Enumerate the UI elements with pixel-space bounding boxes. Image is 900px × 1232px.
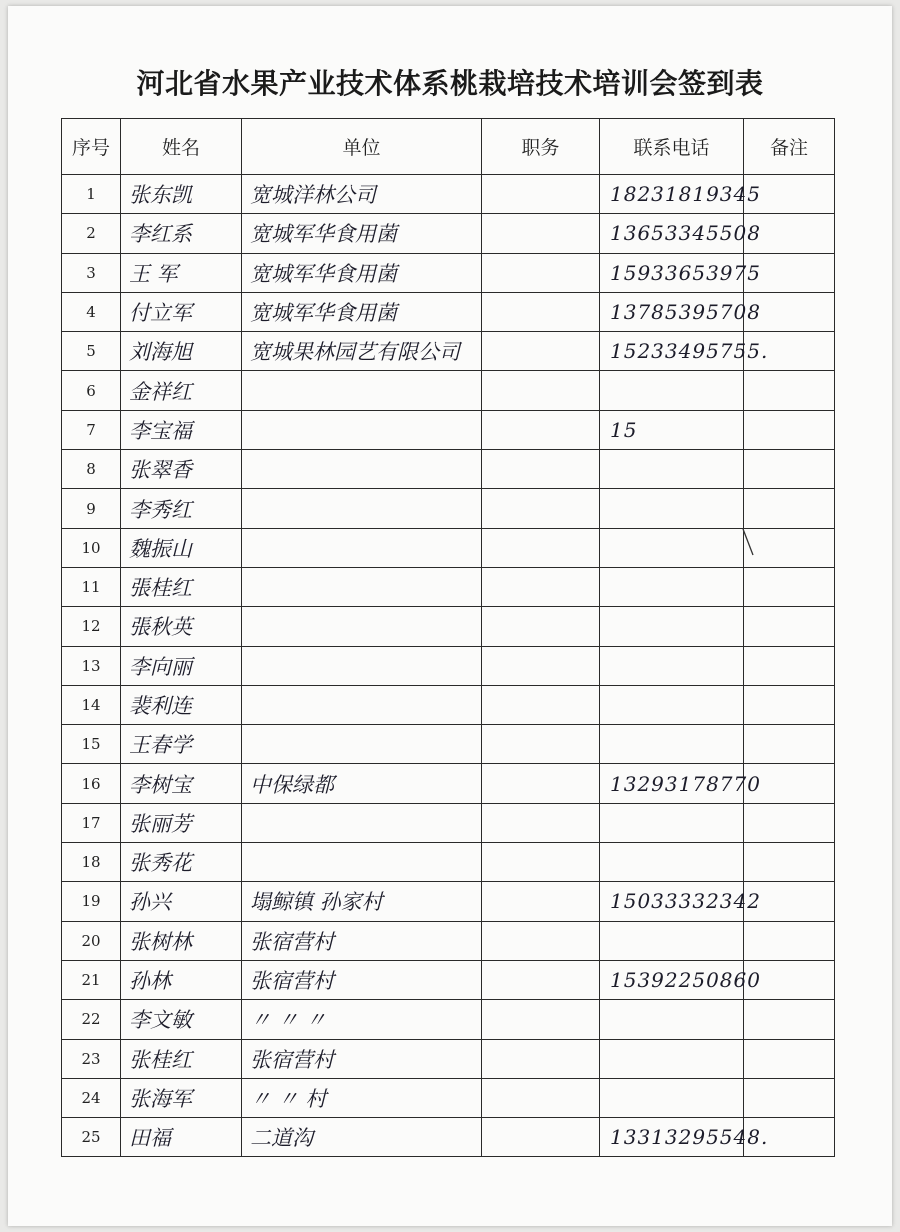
- unit-cell: [242, 843, 482, 882]
- phone-cell: 15392250860: [600, 960, 744, 999]
- unit-cell: [242, 607, 482, 646]
- phone-cell: 15933653975: [600, 253, 744, 292]
- remark-cell: [744, 410, 835, 449]
- table-row: [62, 1039, 835, 1078]
- position-cell: [482, 725, 600, 764]
- table-row: [62, 410, 835, 449]
- position-cell: [482, 1000, 600, 1039]
- row-number: 4: [62, 292, 121, 331]
- signature-name: 孙林: [121, 960, 242, 999]
- unit-cell: [242, 410, 482, 449]
- table-row: [62, 685, 835, 724]
- row-number: 3: [62, 253, 121, 292]
- position-cell: [482, 410, 600, 449]
- header-phone: 联系电话: [600, 119, 744, 175]
- position-cell: [482, 371, 600, 410]
- unit-cell: 宽城军华食用菌: [242, 214, 482, 253]
- table-row: [62, 214, 835, 253]
- sign-in-table: [61, 118, 835, 1157]
- header-position: 职务: [482, 119, 600, 175]
- phone-cell: [600, 803, 744, 842]
- row-number: 8: [62, 450, 121, 489]
- position-cell: [482, 1039, 600, 1078]
- signature-name: 李树宝: [121, 764, 242, 803]
- remark-cell: [744, 371, 835, 410]
- phone-cell: 15: [600, 410, 744, 449]
- remark-cell: [744, 607, 835, 646]
- stray-pen-mark: [741, 527, 755, 557]
- phone-cell: [600, 489, 744, 528]
- table-row: [62, 843, 835, 882]
- table-row: [62, 764, 835, 803]
- signature-name: 张海军: [121, 1078, 242, 1117]
- unit-cell: [242, 371, 482, 410]
- table-row: [62, 253, 835, 292]
- position-cell: [482, 843, 600, 882]
- table-row: [62, 921, 835, 960]
- table-row: [62, 175, 835, 214]
- position-cell: [482, 882, 600, 921]
- remark-cell: [744, 1078, 835, 1117]
- remark-cell: [744, 685, 835, 724]
- remark-cell: [744, 725, 835, 764]
- signature-name: 張秋英: [121, 607, 242, 646]
- unit-cell: 二道沟: [242, 1118, 482, 1157]
- signature-name: 张秀花: [121, 843, 242, 882]
- header-no: 序号: [62, 119, 121, 175]
- row-number: 23: [62, 1039, 121, 1078]
- row-number: 10: [62, 528, 121, 567]
- table-row: [62, 960, 835, 999]
- signature-name: 王 军: [121, 253, 242, 292]
- signature-name: 李宝福: [121, 410, 242, 449]
- signature-name: 刘海旭: [121, 332, 242, 371]
- signature-name: 张树林: [121, 921, 242, 960]
- unit-cell: [242, 685, 482, 724]
- position-cell: [482, 764, 600, 803]
- table-row: [62, 725, 835, 764]
- signature-name: 张东凯: [121, 175, 242, 214]
- table-row: [62, 567, 835, 606]
- phone-cell: [600, 607, 744, 646]
- row-number: 2: [62, 214, 121, 253]
- phone-cell: 13293178770: [600, 764, 744, 803]
- signature-name: 金祥红: [121, 371, 242, 410]
- row-number: 1: [62, 175, 121, 214]
- table-row: [62, 882, 835, 921]
- remark-cell: [744, 528, 835, 567]
- phone-cell: [600, 1078, 744, 1117]
- unit-cell: [242, 725, 482, 764]
- header-row: [62, 119, 835, 175]
- unit-cell: 宽城军华食用菌: [242, 253, 482, 292]
- phone-cell: 15233495755.: [600, 332, 744, 371]
- signature-name: 裴利连: [121, 685, 242, 724]
- row-number: 18: [62, 843, 121, 882]
- unit-cell: [242, 646, 482, 685]
- table-row: [62, 1000, 835, 1039]
- row-number: 15: [62, 725, 121, 764]
- position-cell: [482, 607, 600, 646]
- position-cell: [482, 646, 600, 685]
- position-cell: [482, 450, 600, 489]
- remark-cell: [744, 803, 835, 842]
- position-cell: [482, 685, 600, 724]
- row-number: 14: [62, 685, 121, 724]
- signature-name: 李向丽: [121, 646, 242, 685]
- unit-cell: 张宿营村: [242, 960, 482, 999]
- row-number: 7: [62, 410, 121, 449]
- signature-name: 田福: [121, 1118, 242, 1157]
- row-number: 19: [62, 882, 121, 921]
- phone-cell: [600, 371, 744, 410]
- signature-name: 張桂红: [121, 567, 242, 606]
- signature-name: 李秀红: [121, 489, 242, 528]
- position-cell: [482, 1118, 600, 1157]
- unit-cell: 〃 〃 村: [242, 1078, 482, 1117]
- unit-cell: [242, 528, 482, 567]
- table-row: [62, 803, 835, 842]
- position-cell: [482, 332, 600, 371]
- unit-cell: 宽城果林园艺有限公司: [242, 332, 482, 371]
- row-number: 13: [62, 646, 121, 685]
- unit-cell: [242, 450, 482, 489]
- phone-cell: 13785395708: [600, 292, 744, 331]
- phone-cell: [600, 1000, 744, 1039]
- table-row: [62, 371, 835, 410]
- phone-cell: [600, 567, 744, 606]
- remark-cell: [744, 646, 835, 685]
- table-row: [62, 607, 835, 646]
- phone-cell: [600, 646, 744, 685]
- signature-name: 张丽芳: [121, 803, 242, 842]
- position-cell: [482, 921, 600, 960]
- header-remark: 备注: [744, 119, 835, 175]
- unit-cell: [242, 489, 482, 528]
- row-number: 20: [62, 921, 121, 960]
- position-cell: [482, 803, 600, 842]
- position-cell: [482, 253, 600, 292]
- row-number: 21: [62, 960, 121, 999]
- position-cell: [482, 567, 600, 606]
- table-row: [62, 450, 835, 489]
- signature-name: 孙兴: [121, 882, 242, 921]
- phone-cell: 13653345508: [600, 214, 744, 253]
- phone-cell: 18231819345: [600, 175, 744, 214]
- signature-name: 王春学: [121, 725, 242, 764]
- row-number: 16: [62, 764, 121, 803]
- phone-cell: 13313295548.: [600, 1118, 744, 1157]
- row-number: 17: [62, 803, 121, 842]
- position-cell: [482, 175, 600, 214]
- remark-cell: [744, 921, 835, 960]
- position-cell: [482, 214, 600, 253]
- phone-cell: [600, 843, 744, 882]
- position-cell: [482, 528, 600, 567]
- table-row: [62, 1078, 835, 1117]
- row-number: 12: [62, 607, 121, 646]
- row-number: 22: [62, 1000, 121, 1039]
- header-unit: 单位: [242, 119, 482, 175]
- signature-name: 魏振山: [121, 528, 242, 567]
- position-cell: [482, 489, 600, 528]
- row-number: 5: [62, 332, 121, 371]
- remark-cell: [744, 567, 835, 606]
- row-number: 24: [62, 1078, 121, 1117]
- position-cell: [482, 960, 600, 999]
- unit-cell: 〃 〃 〃: [242, 1000, 482, 1039]
- unit-cell: [242, 567, 482, 606]
- unit-cell: 宽城军华食用菌: [242, 292, 482, 331]
- signature-name: 张桂红: [121, 1039, 242, 1078]
- remark-cell: [744, 450, 835, 489]
- row-number: 6: [62, 371, 121, 410]
- unit-cell: 宽城洋林公司: [242, 175, 482, 214]
- signature-name: 李红系: [121, 214, 242, 253]
- unit-cell: 塌鲸镇 孙家村: [242, 882, 482, 921]
- phone-cell: [600, 921, 744, 960]
- header-name: 姓名: [121, 119, 242, 175]
- remark-cell: [744, 1039, 835, 1078]
- signature-name: 付立军: [121, 292, 242, 331]
- table-row: [62, 489, 835, 528]
- table-row: [62, 528, 835, 567]
- remark-cell: [744, 489, 835, 528]
- phone-cell: [600, 685, 744, 724]
- unit-cell: 张宿营村: [242, 1039, 482, 1078]
- document-title: 河北省水果产业技术体系桃栽培技术培训会签到表: [136, 67, 764, 100]
- row-number: 11: [62, 567, 121, 606]
- table-row: [62, 646, 835, 685]
- position-cell: [482, 1078, 600, 1117]
- phone-cell: 15033332342: [600, 882, 744, 921]
- position-cell: [482, 292, 600, 331]
- phone-cell: [600, 528, 744, 567]
- unit-cell: 中保绿都: [242, 764, 482, 803]
- table-row: [62, 1118, 835, 1157]
- unit-cell: [242, 803, 482, 842]
- phone-cell: [600, 1039, 744, 1078]
- signature-name: 张翠香: [121, 450, 242, 489]
- unit-cell: 张宿营村: [242, 921, 482, 960]
- table-row: [62, 332, 835, 371]
- remark-cell: [744, 843, 835, 882]
- phone-cell: [600, 450, 744, 489]
- row-number: 9: [62, 489, 121, 528]
- remark-cell: [744, 1000, 835, 1039]
- signature-name: 李文敏: [121, 1000, 242, 1039]
- table-row: [62, 292, 835, 331]
- phone-cell: [600, 725, 744, 764]
- row-number: 25: [62, 1118, 121, 1157]
